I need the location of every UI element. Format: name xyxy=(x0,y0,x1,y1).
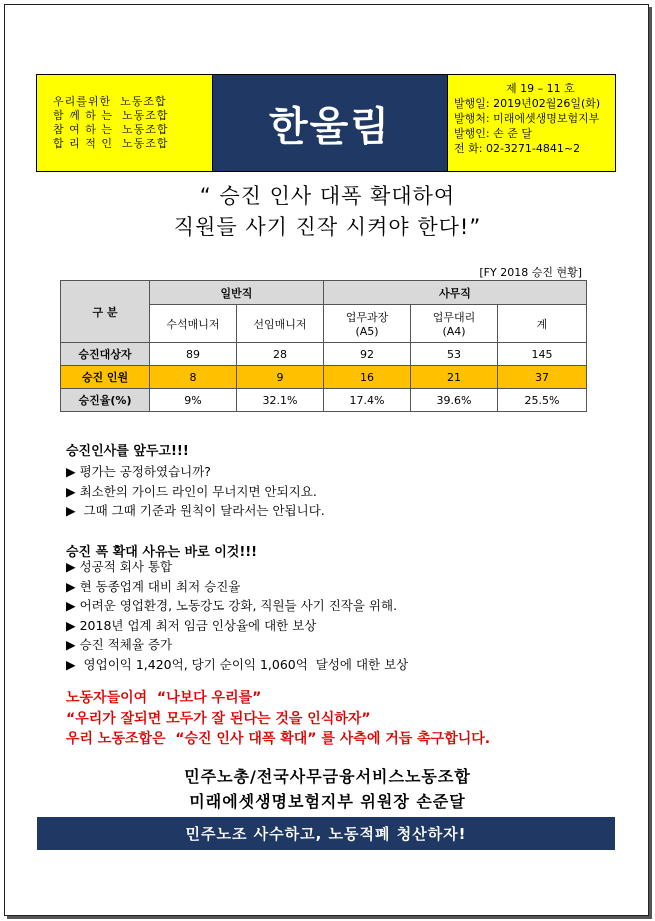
headline-line-2: 직원들 사기 진작 시켜야 한다!” xyxy=(173,215,482,239)
table-cell: 25.5% xyxy=(498,389,587,412)
table-cell: 28 xyxy=(237,343,324,366)
signature-union: 민주노총/전국사무금융서비스노동조합 xyxy=(184,767,471,786)
table-cell: 92 xyxy=(324,343,411,366)
row-label: 승진율(%) xyxy=(61,389,150,412)
slogan-line: 참 여 하 는 노동조합 xyxy=(53,123,169,136)
masthead-title: 한울림 xyxy=(213,75,448,171)
table-cell: 53 xyxy=(411,343,498,366)
column-header: 수석매니저 xyxy=(150,305,237,343)
table-cell: 9 xyxy=(237,366,324,389)
slogan-line: 합 리 적 인 노동조합 xyxy=(53,137,169,150)
list-item: ▶ 평가는 공정하였습니까? xyxy=(66,464,211,479)
newsletter-header xyxy=(36,74,616,172)
slogan-box xyxy=(37,75,213,171)
footer-slogan: 민주노조 사수하고, 노동적폐 청산하자! xyxy=(185,825,467,843)
group-header-general: 일반직 xyxy=(150,281,324,305)
footer-slogan-bar xyxy=(37,817,615,850)
column-header: 계 xyxy=(498,305,587,343)
list-item: ▶ 성공적 회사 통합 xyxy=(66,559,173,574)
table-cell: 21 xyxy=(411,366,498,389)
section-title-before-promotion: 승진인사를 앞두고!!! xyxy=(66,444,189,459)
column-header: 업무대리 (A4) xyxy=(411,305,498,343)
list-item: ▶ 영업이익 1,420억, 당기 순이익 1,060억 달성에 대한 보상 xyxy=(66,656,409,672)
table-cell: 8 xyxy=(150,366,237,389)
slogan-line: 함 께 하 는 노동조합 xyxy=(53,109,169,122)
promotion-stats-table xyxy=(60,280,587,412)
list-item: ▶ 그때 그때 기준과 원칙이 달라서는 안됩니다. xyxy=(66,503,325,518)
issue-date: 발행일: 2019년02월26일(화) xyxy=(454,97,601,110)
issue-publisher: 발행처: 미래에셋생명보험지부 xyxy=(454,112,600,125)
list-item: ▶ 최소한의 가이드 라인이 무너지면 안되지요. xyxy=(66,483,317,499)
table-cell: 9% xyxy=(150,389,237,412)
appeal-line: 노동자들이여 “나보다 우리를” xyxy=(66,690,262,706)
slogan-line: 우리를위한 노동조합 xyxy=(53,95,167,108)
table-caption: [FY 2018 승진 현황] xyxy=(479,266,582,279)
issue-phone: 전 화: 02-3271-4841~2 xyxy=(454,142,581,155)
headline xyxy=(0,181,655,243)
list-item: ▶ 승진 적체율 증가 xyxy=(66,637,173,652)
list-item: ▶ 2018년 업계 최저 임금 인상율에 대한 보상 xyxy=(66,617,317,633)
row-label: 승진대상자 xyxy=(61,343,150,366)
appeal-line: “우리가 잘되면 모두가 잘 된다는 것을 인식하자” xyxy=(66,710,371,727)
table-row xyxy=(61,389,587,412)
section-title-reasons: 승진 폭 확대 사유는 바로 이것!!! xyxy=(66,545,258,560)
table-row xyxy=(61,343,587,366)
table-row-highlighted xyxy=(61,366,587,389)
list-item: ▶ 어려운 영업환경, 노동강도 강화, 직원들 사기 진작을 위해. xyxy=(66,598,398,613)
issue-number: 제 19 – 11 호 xyxy=(506,82,575,95)
group-header-office: 사무직 xyxy=(324,281,587,305)
row-label: 승진 인원 xyxy=(61,366,150,389)
issue-editor: 발행인: 손 준 달 xyxy=(454,127,532,140)
table-cell: 37 xyxy=(498,366,587,389)
table-corner-header: 구 분 xyxy=(61,281,150,343)
list-item: ▶ 현 동종업계 대비 최저 승진율 xyxy=(66,578,241,594)
appeal-block xyxy=(66,688,490,750)
table-cell: 145 xyxy=(498,343,587,366)
column-header: 선임매니저 xyxy=(237,305,324,343)
table-cell: 89 xyxy=(150,343,237,366)
bullet-list-reasons xyxy=(66,557,408,674)
table-cell: 39.6% xyxy=(411,389,498,412)
appeal-line: 우리 노동조합은 “승진 인사 대폭 확대” 를 사측에 거듭 촉구합니다. xyxy=(66,731,491,747)
table-cell: 32.1% xyxy=(237,389,324,412)
table-cell: 16 xyxy=(324,366,411,389)
issue-info-box xyxy=(448,75,615,171)
headline-line-1: “ 승진 인사 대폭 확대하여 xyxy=(199,184,456,208)
signature-chair: 미래에셋생명보험지부 위원장 손준달 xyxy=(189,792,466,811)
bullet-list-before-promotion xyxy=(66,462,325,521)
column-header: 업무과장 (A5) xyxy=(324,305,411,343)
table-cell: 17.4% xyxy=(324,389,411,412)
